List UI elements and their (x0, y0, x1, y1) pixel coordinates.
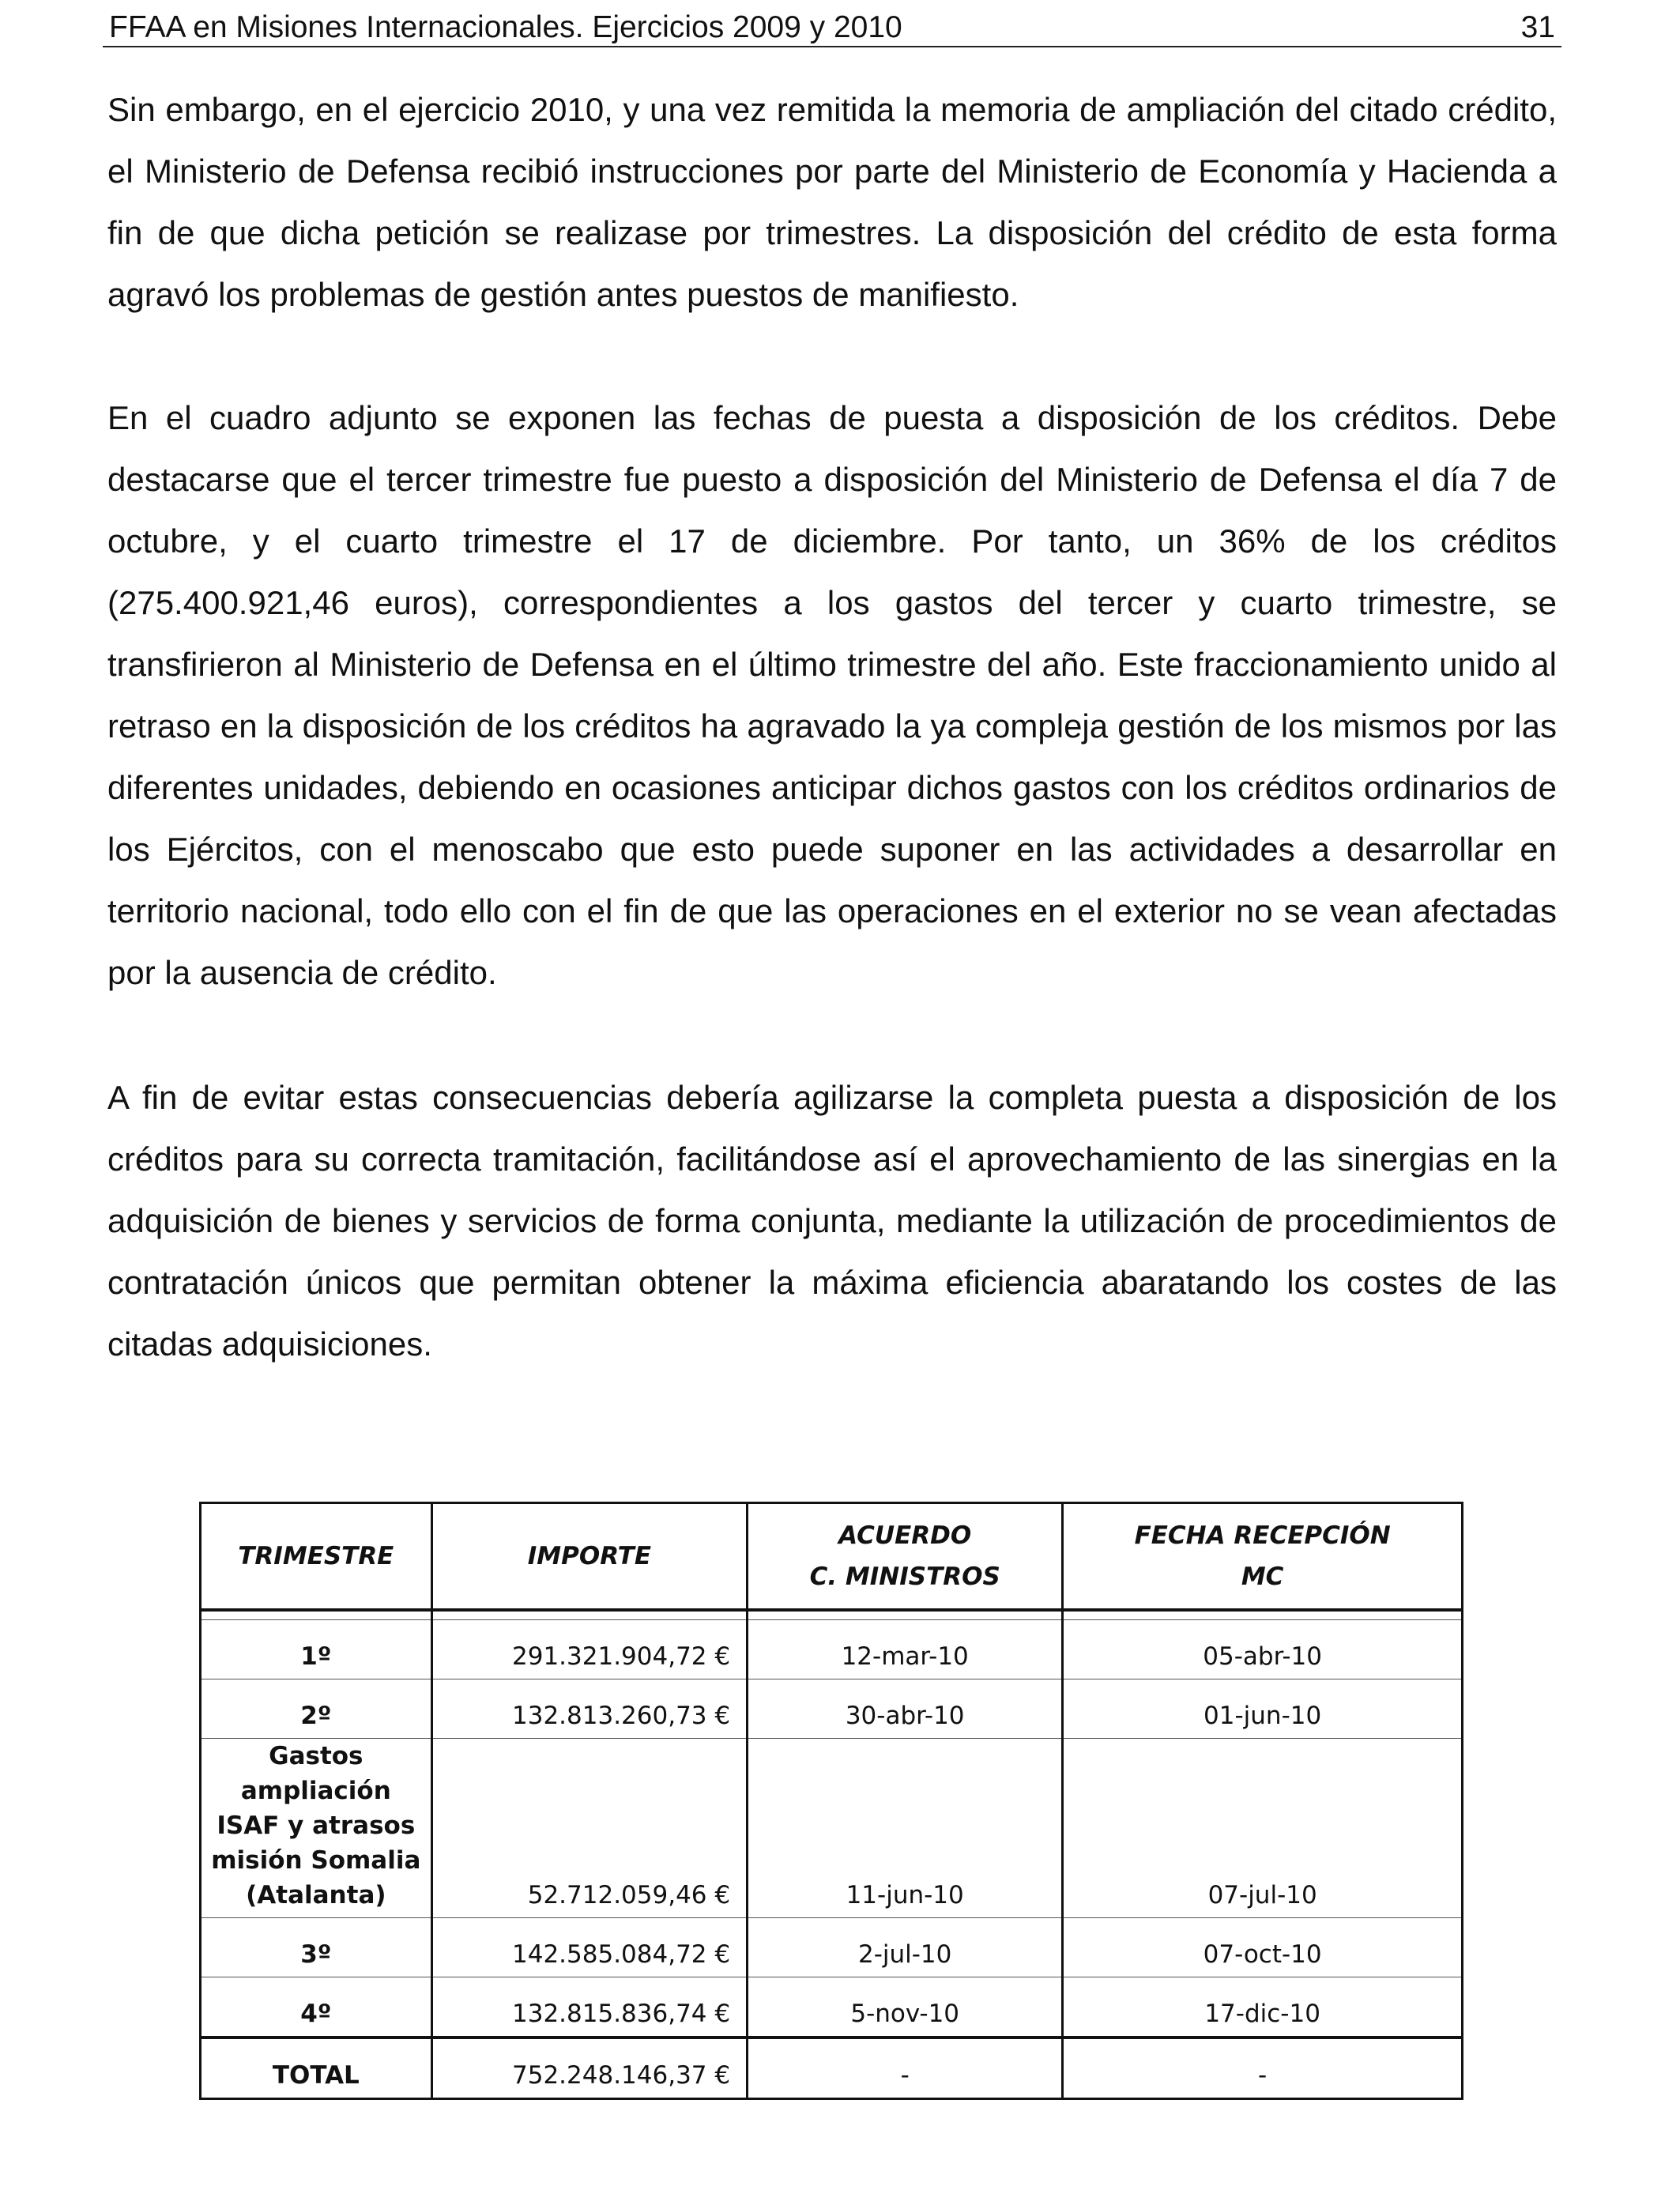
cell-trimestre: 4º (201, 1977, 432, 2038)
header-trimestre: TRIMESTRE (201, 1503, 432, 1611)
cell-total-importe: 752.248.146,37 € (431, 2038, 747, 2099)
header-acuerdo (748, 1503, 1063, 1611)
header-fecha-recepcion (1063, 1503, 1463, 1611)
cell-total-label: TOTAL (201, 2038, 432, 2099)
table-total-row (201, 2038, 1463, 2099)
cell-importe: 52.712.059,46 € (431, 1739, 747, 1918)
header-importe: IMPORTE (431, 1503, 747, 1611)
cell-importe: 132.815.836,74 € (431, 1977, 747, 2038)
table-spacer-row (201, 1610, 1463, 1620)
cell-acuerdo: 12-mar-10 (748, 1620, 1063, 1679)
header-fecha-line2: MC (1241, 1563, 1284, 1591)
header-title: FFAA en Misiones Internacionales. Ejercicios 2009 y 2010 (109, 10, 902, 44)
cell-acuerdo: 30-abr-10 (748, 1679, 1063, 1739)
cell-importe: 142.585.084,72 € (431, 1918, 747, 1977)
table-row (201, 1679, 1463, 1739)
cell-total-acuerdo: - (748, 2038, 1063, 2099)
cell-trimestre: 2º (201, 1679, 432, 1739)
header-acuerdo-line2: C. MINISTROS (809, 1563, 1000, 1591)
cell-acuerdo: 11-jun-10 (748, 1739, 1063, 1918)
table-header-row (201, 1503, 1463, 1611)
header-acuerdo-line1: ACUERDO (838, 1521, 972, 1550)
cell-importe: 132.813.260,73 € (431, 1679, 747, 1739)
page-number: 31 (1520, 10, 1555, 44)
page-header (103, 6, 1561, 47)
cell-total-fecha: - (1063, 2038, 1463, 2099)
table-row (201, 1739, 1463, 1918)
cell-fecha: 01-jun-10 (1063, 1679, 1463, 1739)
table-row (201, 1918, 1463, 1977)
cell-acuerdo: 5-nov-10 (748, 1977, 1063, 2038)
cell-trimestre: Gastos ampliación ISAF y atrasos misión Somalia (Atalanta) (201, 1739, 432, 1918)
cell-importe: 291.321.904,72 € (431, 1620, 747, 1679)
cell-fecha: 07-jul-10 (1063, 1739, 1463, 1918)
table-row (201, 1977, 1463, 2038)
credits-table (199, 1502, 1463, 2100)
cell-fecha: 07-oct-10 (1063, 1918, 1463, 1977)
cell-trimestre: 1º (201, 1620, 432, 1679)
paragraph-3: A fin de evitar estas consecuencias debería agilizarse la completa puesta a disposición de los créditos para su correcta tramitación, facilitándose así el aprovechamiento de las sinergias en la adquisición de bienes y servicios de forma conjunta, mediante la utilización de procedimientos de contratación únicos que permitan obtener la máxima eficiencia abaratando los costes de las citadas adquisiciones. (107, 1079, 1557, 1363)
table-row (201, 1620, 1463, 1679)
paragraph-2: En el cuadro adjunto se exponen las fechas de puesta a disposición de los créditos. Debe destacarse que el tercer trimestre fue puesto a disposición del Ministerio de Defensa el día 7 de octubre, y el cuarto trimestre el 17 de diciembre. Por tanto, un 36% de los créditos (275.400.921,46 euros), correspondientes a los gastos del tercer y cuarto trimestre, se transfirieron al Ministerio de Defensa en el último trimestre del año. Este fraccionamiento unido al retraso en la disposición de los créditos ha agravado la ya compleja gestión de los mismos por las diferentes unidades, debiendo en ocasiones anticipar dichos gastos con los créditos ordinarios de los Ejércitos, con el menoscabo que esto puede suponer en las actividades a desarrollar en territorio nacional, todo ello con el fin de que las operaciones en el exterior no se vean afectadas por la ausencia de crédito. (107, 399, 1557, 991)
paragraph-1: Sin embargo, en el ejercicio 2010, y una vez remitida la memoria de ampliación del citado crédito, el Ministerio de Defensa recibió instrucciones por parte del Ministerio de Economía y Hacienda a fin de que dicha petición se realizase por trimestres. La disposición del crédito de esta forma agravó los problemas de gestión antes puestos de manifiesto. (107, 91, 1557, 313)
cell-fecha: 05-abr-10 (1063, 1620, 1463, 1679)
cell-trimestre: 3º (201, 1918, 432, 1977)
cell-acuerdo: 2-jul-10 (748, 1918, 1063, 1977)
header-fecha-line1: FECHA RECEPCIÓN (1134, 1521, 1391, 1550)
cell-fecha: 17-dic-10 (1063, 1977, 1463, 2038)
